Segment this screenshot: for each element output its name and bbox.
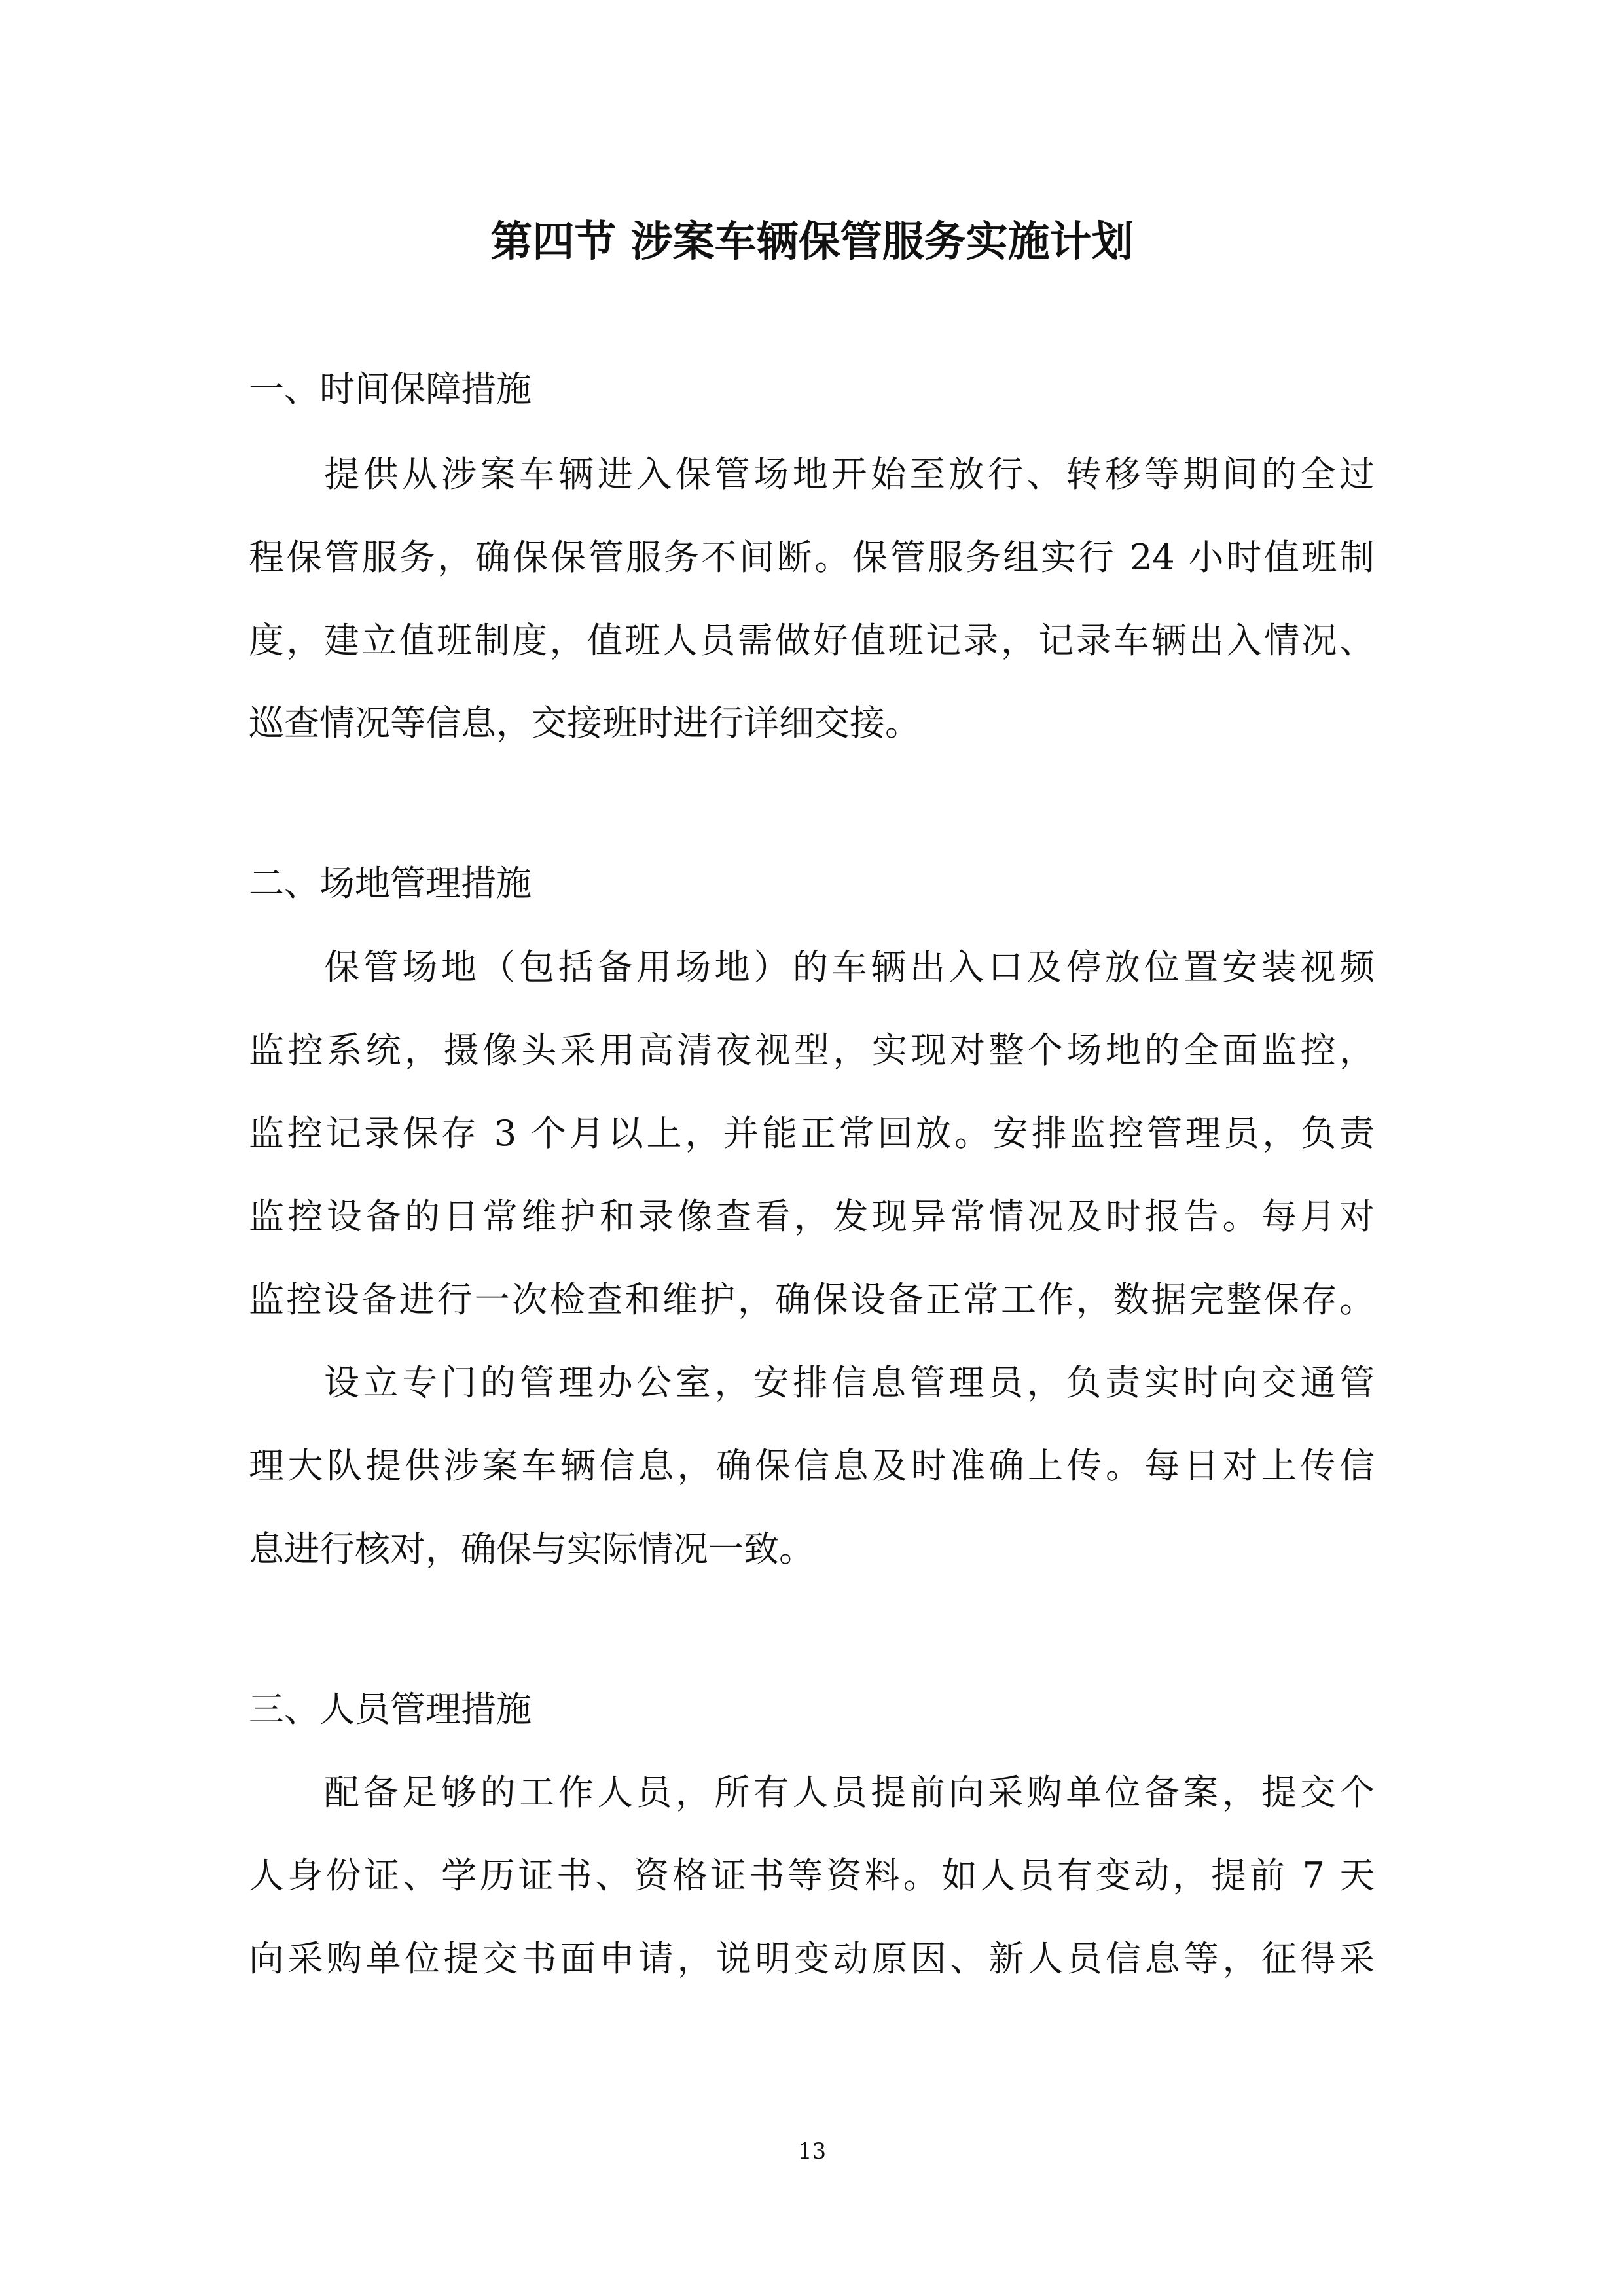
section-heading-site-management: 二、场地管理措施 (249, 863, 532, 904)
paragraph-line: 程保管服务，确保保管服务不间断。保管服务组实行 24 小时值班制 (249, 537, 1375, 578)
paragraph-line: 保管场地（包括备用场地）的车辆出入口及停放位置安装视频 (324, 946, 1375, 988)
paragraph-line: 理大队提供涉案车辆信息，确保信息及时准确上传。每日对上传信 (249, 1445, 1375, 1486)
section-heading-personnel-management: 三、人员管理措施 (249, 1689, 532, 1730)
paragraph-line: 度，建立值班制度，值班人员需做好值班记录，记录车辆出入情况、 (249, 620, 1375, 661)
paragraph-line: 监控设备的日常维护和录像查看，发现异常情况及时报告。每月对 (249, 1196, 1375, 1237)
paragraph-line: 监控记录保存 3 个月以上，并能正常回放。安排监控管理员，负责 (249, 1113, 1375, 1154)
paragraph-line: 息进行核对，确保与实际情况一致。 (249, 1528, 814, 1570)
paragraph-line: 巡查情况等信息，交接班时进行详细交接。 (249, 702, 920, 744)
paragraph-line: 监控设备进行一次检查和维护，确保设备正常工作，数据完整保存。 (249, 1279, 1375, 1320)
paragraph-line: 配备足够的工作人员，所有人员提前向采购单位备案，提交个 (324, 1772, 1375, 1813)
paragraph-line: 提供从涉案车辆进入保管场地开始至放行、转移等期间的全过 (324, 454, 1375, 495)
paragraph-line: 人身份证、学历证书、资格证书等资料。如人员有变动，提前 7 天 (249, 1855, 1375, 1896)
paragraph-line: 设立专门的管理办公室，安排信息管理员，负责实时向交通管 (324, 1362, 1375, 1403)
paragraph-line: 监控系统，摄像头采用高清夜视型，实现对整个场地的全面监控， (249, 1030, 1375, 1071)
page-number: 13 (797, 2138, 827, 2164)
section-heading-time-guarantee: 一、时间保障措施 (249, 368, 532, 410)
paragraph-line: 向采购单位提交书面申请，说明变动原因、新人员信息等，征得采 (249, 1938, 1375, 1979)
page-title: 第四节 涉案车辆保管服务实施计划 (490, 217, 1134, 266)
